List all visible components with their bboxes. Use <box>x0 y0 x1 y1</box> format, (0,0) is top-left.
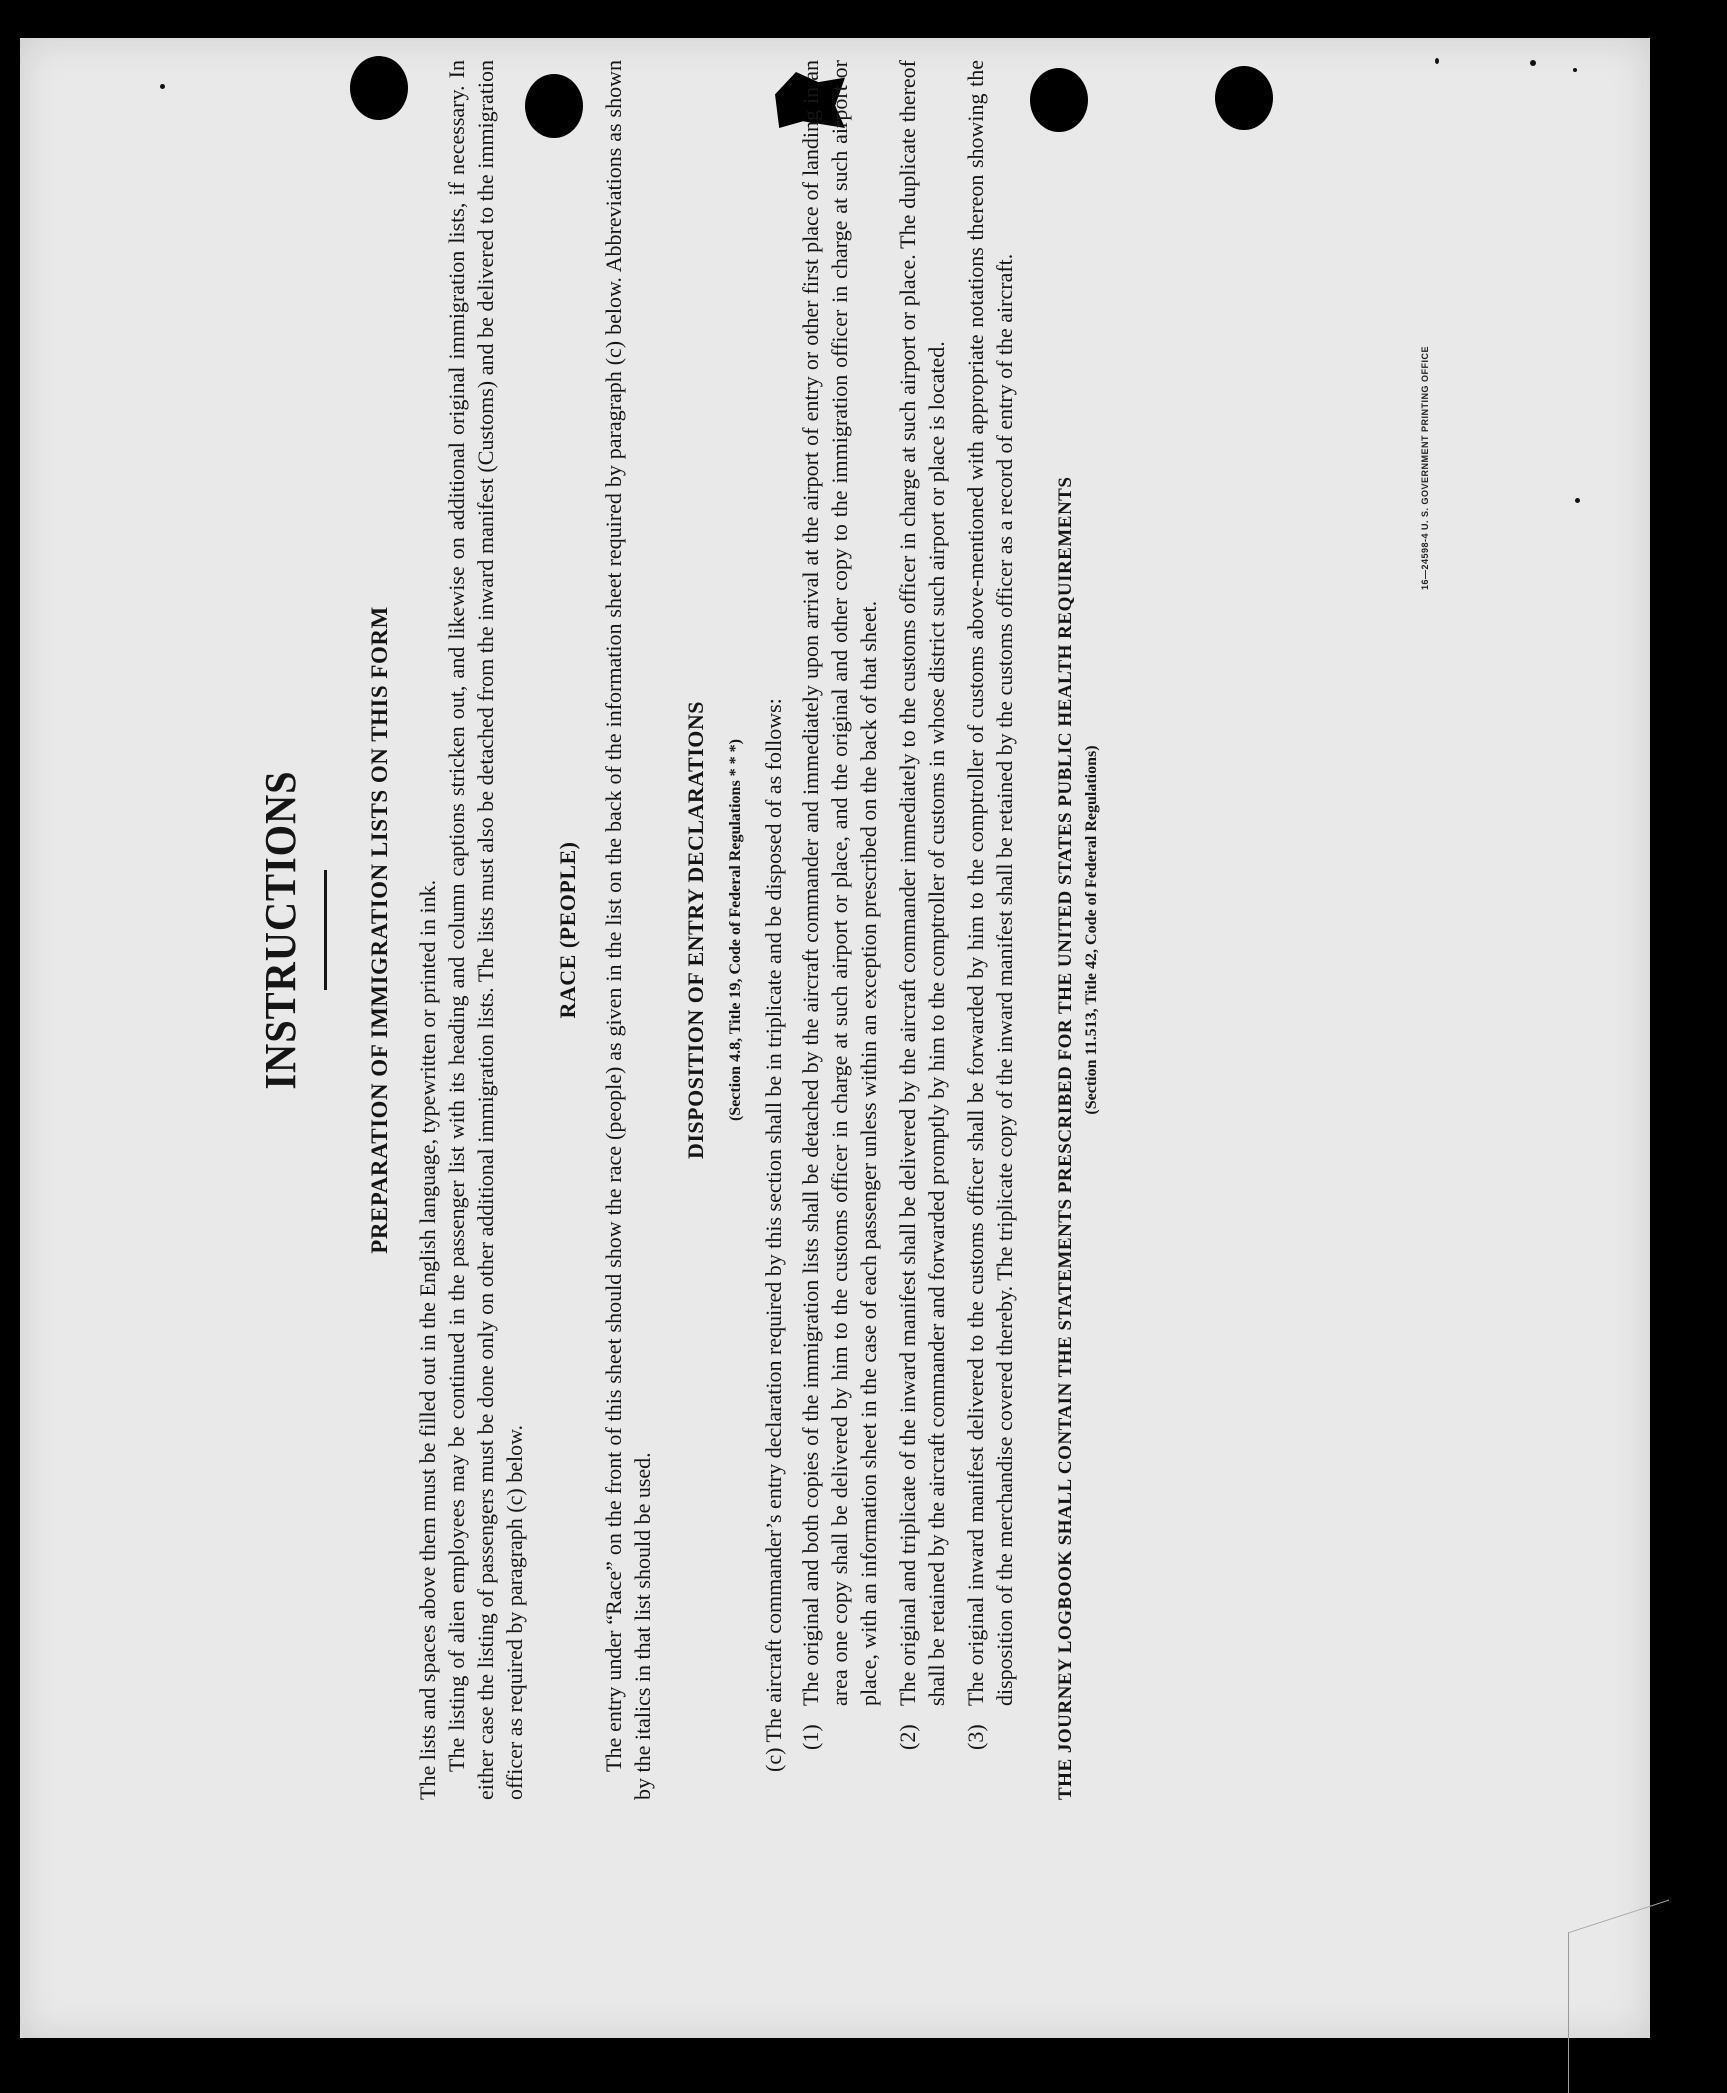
item-text: The original and triplicate of the inward manifest shall be delivered by the aircraft commander immediately to the customs officer in charge at such airport or place. The duplicate thereof shall be retained by the aircraft commander and forwarded promptly by him to the comptroller of customs in whose district such airport or place is located. <box>895 60 949 1706</box>
page-title: INSTRUCTIONS <box>256 770 305 1090</box>
disposition-item <box>796 60 883 1750</box>
race-paragraph: The entry under “Race” on the front of this sheet should show the race (people) as given in the list on the back of the information sheet required by paragraph (c) below. Abbreviations as shown by the italics in that list should be used. <box>601 60 655 1800</box>
page-corner-curl <box>1568 1900 1669 2093</box>
printing-office-imprint: 16—24598-4 U. S. GOVERNMENT PRINTING OFFICE <box>1420 345 1430 590</box>
item-text: The original inward manifest delivered to the customs officer shall be forwarded by him to the comptroller of customs above-mentioned with appropriate notations thereon showing the disposition of the merchandise covered thereby. The triplicate copy of the inward manifest shall be retained by the customs officer as a record of entry of the aircraft. <box>963 60 1017 1706</box>
speck <box>1573 68 1577 72</box>
item-number: (2) <box>895 1724 920 1750</box>
logbook-requirement: THE JOURNEY LOGBOOK SHALL CONTAIN THE STATEMENTS PRESCRIBED FOR THE UNITED STATES PUBLIC HEALTH REQUIREMENTS <box>1055 476 1076 1800</box>
item-number: (1) <box>798 1724 823 1750</box>
instructions-content <box>255 60 1405 1800</box>
preparation-heading: PREPARATION OF IMMIGRATION LISTS ON THIS FORM <box>367 606 392 1254</box>
disposition-item <box>893 60 951 1750</box>
race-heading: RACE (PEOPLE) <box>555 841 580 1019</box>
speck <box>1530 60 1536 66</box>
disposition-intro: (c) The aircraft commander’s entry declaration required by this section shall be in triplicate and be disposed of as follows: <box>761 698 786 1772</box>
speck <box>1435 58 1439 64</box>
disposition-citation: (Section 4.8, Title 19, Code of Federal Regulations * * *) <box>727 738 744 1122</box>
preparation-paragraph-1: The lists and spaces above them must be filled out in the English language, typewritten or printed in ink. <box>415 879 440 1800</box>
preparation-paragraph-2: The listing of alien employees may be continued in the passenger list with its heading and column captions stricken out, and likewise on additional original immigration lists, if necessary. In either case the listing of passengers must be done only on other additional immigration lists. The lists must also be detached from the inward manifest (Customs) and be delivered to the immigration officer as required by paragraph (c) below. <box>444 60 527 1800</box>
item-number: (3) <box>963 1724 988 1750</box>
disposition-item <box>961 60 1019 1750</box>
speck <box>1575 498 1580 503</box>
item-text: The original and both copies of the immigration lists shall be detached by the aircraft commander and immediately upon arrival at the airport of entry or other first place of landing in an area one copy shall be delivered by him to the customs officer in charge at such airport or place, and the original and other copy to the immigration officer in charge at such airport or place, with an information sheet in the case of each passenger unless within an exception prescribed on the back of that sheet. <box>798 60 881 1706</box>
logbook-citation: (Section 11.513, Title 42, Code of Federal Regulations) <box>1083 745 1100 1115</box>
title-rule <box>324 870 327 990</box>
speck <box>160 84 165 89</box>
disposition-heading: DISPOSITION OF ENTRY DECLARATIONS <box>683 700 708 1160</box>
